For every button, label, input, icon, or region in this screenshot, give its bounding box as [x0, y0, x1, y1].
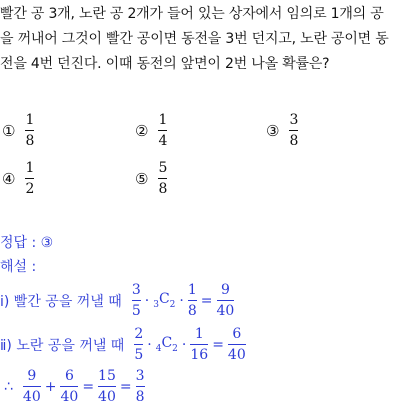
equals-sign: = — [212, 336, 224, 353]
case-1-line — [0, 282, 234, 319]
conclusion-fraction-b — [60, 368, 78, 405]
fraction-bar — [190, 344, 208, 345]
choice-4-denominator: 2 — [25, 181, 35, 197]
fraction-bar — [158, 130, 167, 131]
denominator: 5 — [131, 303, 141, 319]
choice-1-denominator: 8 — [25, 133, 35, 149]
dot-operator: · — [179, 292, 184, 309]
choice-2[interactable] — [135, 112, 167, 149]
denominator: 8 — [135, 389, 145, 405]
conclusion-fraction-a — [23, 368, 41, 405]
question-line-3: 전을 4번 던진다. 이때 동전의 앞면이 2번 나올 확률은? — [0, 56, 330, 72]
fraction-bar — [23, 386, 41, 387]
fraction-bar — [136, 386, 145, 387]
choice-5-fraction — [158, 160, 167, 197]
fraction-bar — [60, 386, 78, 387]
comb-subscript: 2 — [169, 299, 176, 310]
comb-subscript: 2 — [172, 343, 178, 354]
choice-3-fraction — [289, 112, 298, 149]
explanation-label: 해설 : — [0, 259, 37, 275]
case-1-combination — [153, 291, 175, 310]
dot-operator: · — [147, 336, 152, 353]
conclusion-fraction-c — [98, 368, 116, 405]
equals-sign: = — [82, 378, 95, 395]
numerator: 9 — [27, 368, 37, 384]
choice-4[interactable] — [2, 160, 34, 197]
equals-sign: = — [119, 378, 132, 395]
comb-symbol: C — [161, 335, 173, 352]
case-1-fraction-2 — [188, 282, 197, 319]
fraction-bar — [134, 344, 143, 345]
numerator: 2 — [134, 326, 144, 342]
case-1-label: ⅰ) 빨간 공을 꺼낼 때 — [0, 293, 122, 310]
answer-line: 정답 : ③ — [0, 235, 54, 251]
choice-1-fraction — [25, 112, 34, 149]
case-2-line — [0, 326, 246, 363]
choice-1-numerator: 1 — [25, 112, 35, 128]
numerator: 3 — [131, 282, 141, 298]
fraction-bar — [158, 178, 167, 179]
numerator: 1 — [194, 326, 204, 342]
fraction-bar — [228, 344, 246, 345]
choice-1[interactable] — [2, 112, 34, 149]
choice-3-number: ③ — [266, 121, 280, 140]
choice-2-number: ② — [135, 121, 149, 140]
choice-4-number: ④ — [2, 169, 16, 188]
denominator: 16 — [190, 347, 209, 363]
choice-3-denominator: 8 — [289, 133, 299, 149]
case-1-fraction-1 — [132, 282, 141, 319]
choice-2-fraction — [158, 112, 167, 149]
fraction-bar — [25, 178, 34, 179]
choice-2-denominator: 4 — [158, 133, 168, 149]
numerator: 3 — [135, 368, 145, 384]
choice-3-numerator: 3 — [289, 112, 299, 128]
fraction-bar — [132, 300, 141, 301]
choice-2-numerator: 1 — [158, 112, 168, 128]
case-2-fraction-1 — [134, 326, 143, 363]
numerator: 9 — [220, 282, 230, 298]
choice-1-number: ① — [2, 121, 16, 140]
question-line-1: 빨간 공 3개, 노란 공 2개가 들어 있는 상자에서 임의로 1개의 공 — [0, 6, 384, 22]
comb-prefix: 3 — [153, 299, 159, 310]
denominator: 5 — [134, 347, 144, 363]
fraction-bar — [188, 300, 197, 301]
choice-3[interactable] — [266, 112, 298, 149]
denominator: 40 — [98, 389, 116, 405]
denominator: 40 — [60, 389, 79, 405]
case-2-fraction-2 — [190, 326, 208, 363]
choice-5-denominator: 8 — [158, 181, 168, 197]
choice-4-numerator: 1 — [25, 160, 35, 176]
denominator: 40 — [216, 303, 235, 319]
conclusion-line — [0, 368, 145, 405]
fraction-bar — [98, 386, 116, 387]
choice-5[interactable] — [135, 160, 167, 197]
denominator: 40 — [22, 389, 41, 405]
equals-sign: = — [200, 292, 213, 309]
comb-prefix: 4 — [155, 343, 162, 354]
conclusion-result — [136, 368, 145, 405]
choice-5-numerator: 5 — [158, 160, 168, 176]
choice-5-number: ⑤ — [135, 169, 149, 188]
plus-sign: + — [44, 378, 57, 395]
fraction-bar — [25, 130, 34, 131]
question-line-2: 을 꺼내어 그것이 빨간 공이면 동전을 3번 던지고, 노란 공이면 동 — [0, 31, 389, 47]
fraction-bar — [289, 130, 298, 131]
dot-operator: · — [181, 336, 187, 353]
numerator: 6 — [64, 368, 74, 384]
denominator: 8 — [187, 303, 197, 319]
comb-symbol: C — [158, 291, 170, 308]
numerator: 6 — [232, 326, 242, 342]
case-2-result — [228, 326, 246, 363]
dot-operator: · — [144, 292, 150, 309]
question-text — [0, 2, 400, 77]
denominator: 40 — [227, 347, 246, 363]
choice-4-fraction — [25, 160, 34, 197]
therefore-symbol: ∴ — [4, 378, 13, 395]
case-1-result — [217, 282, 235, 319]
fraction-bar — [217, 300, 235, 301]
case-2-label: ⅱ) 노란 공을 꺼낼 때 — [0, 337, 125, 354]
case-2-combination — [156, 335, 178, 354]
numerator: 15 — [98, 368, 116, 384]
numerator: 1 — [187, 282, 197, 298]
